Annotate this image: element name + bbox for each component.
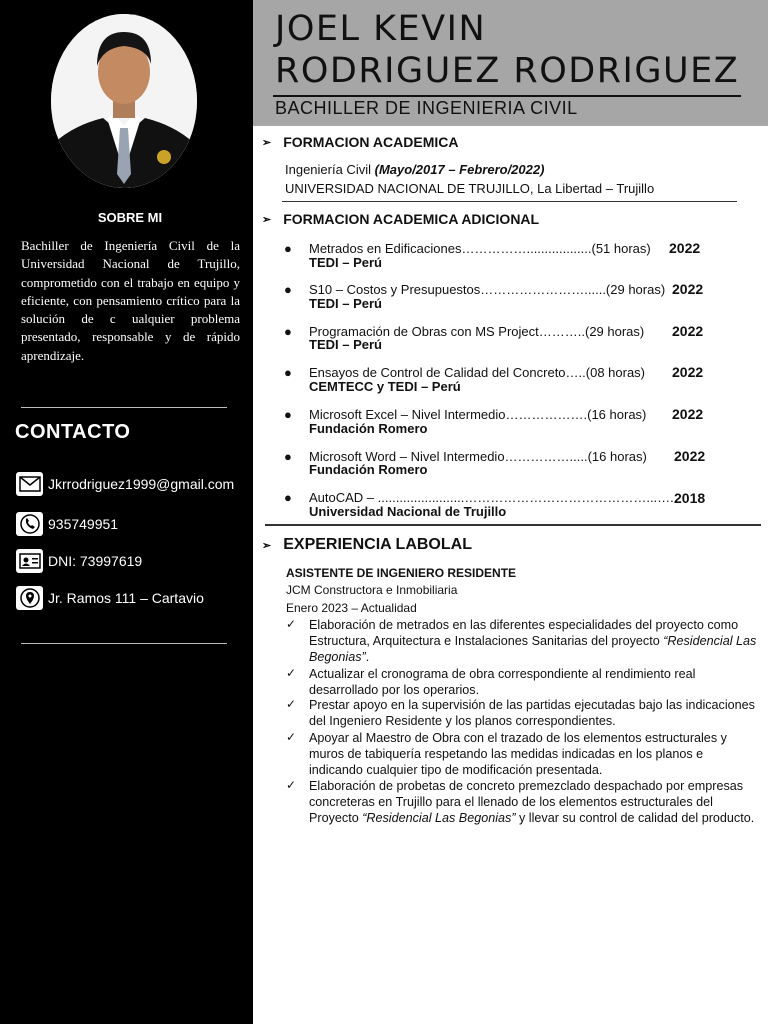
divider [21,407,227,408]
bullet-icon: ● [284,407,292,422]
sidebar [0,0,253,1024]
name-line-2: RODRIGUEZ RODRIGUEZ [275,51,740,91]
responsibility-item: Prestar apoyo en la supervisión de las partidas ejecutadas bajo las indicaciones del Ingeniero Residente y los planos correspondientes. [309,698,755,728]
course-name: S10 – Costos y Presupuestos……………………......(29 horas) [309,282,666,297]
divider [282,201,737,202]
id-card-icon [16,549,43,573]
location-icon [16,586,43,610]
responsibility-item: Actualizar el cronograma de obra correspondiente al rendimiento real desarrollado por los operarios. [309,667,696,697]
bullet-icon: ● [284,365,292,380]
bullet-icon: ● [284,241,292,256]
contact-phone[interactable] [16,512,118,536]
bullet-icon: ● [284,449,292,464]
degree-period: (Mayo/2017 – Febrero/2022) [374,162,545,177]
arrow-icon: ➢ [262,136,272,149]
experience-title [262,536,472,554]
divider [21,643,227,644]
check-icon: ✓ [286,778,297,792]
course-year: 2022 [674,448,706,464]
profile-photo [51,14,197,188]
job-title: BACHILLER DE INGENIERIA CIVIL [275,98,578,118]
experience-title-text: EXPERIENCIA LABOLAL [283,536,472,553]
phone-icon [16,512,43,536]
contact-address [16,586,204,610]
course-name: Microsoft Excel – Nivel Intermedio……………….(16 horas) [309,407,647,422]
contact-address-text: Jr. Ramos 111 – Cartavio [48,590,204,606]
contact-dni-text: DNI: 73997619 [48,553,143,569]
additional-title-text: FORMACION ACADEMICA ADICIONAL [283,211,540,227]
responsibility-item: Apoyar al Maestro de Obra con el trazado de los elementos estructurales y muros de tabiquería respetando las medidas indicadas en los planos e indicando cualquier tipo de modificación presentada. [309,731,727,777]
course-name: Programación de Obras con MS Project………..(29 horas) [309,324,645,339]
job-role: ASISTENTE DE INGENIERO RESIDENTE [286,566,517,580]
degree-text: Ingeniería Civil [285,162,371,177]
check-icon: ✓ [286,617,297,631]
education-title-text: FORMACION ACADEMICA [283,134,459,150]
course-year: 2022 [672,406,704,422]
course-year: 2022 [672,323,704,339]
bullet-icon: ● [284,324,292,339]
header [253,0,768,126]
contact-email-text: Jkrrodriguez1999@gmail.com [48,476,235,492]
project-name: “Residencial Las Begonias” [362,811,516,825]
responsibility-text: . [365,650,370,664]
course-institution: TEDI – Perú [309,337,382,352]
contact-email[interactable] [16,472,234,496]
course-year: 2022 [672,364,704,380]
responsibility-text: Elaboración de probetas de concreto premezclado despachado por empresas concreteras en Trujillo para el llenado de los elementos estructurales del Proyecto [309,779,744,825]
course-institution: Fundación Romero [309,421,428,436]
check-icon: ✓ [286,730,297,744]
course-name: Microsoft Word – Nivel Intermedio…………….....(16 horas) [309,449,647,464]
responsibility-item [309,617,759,665]
contact-title: CONTACTO [15,421,131,443]
contact-phone-text: 935749951 [48,516,119,532]
course-name: Ensayos de Control de Calidad del Concreto…..(08 horas) [309,365,646,380]
job-period: Enero 2023 – Actualidad [286,601,417,615]
education-title [262,134,458,150]
course-institution: TEDI – Perú [309,296,382,311]
contact-dni [16,549,142,573]
bullet-icon: ● [284,282,292,297]
check-icon: ✓ [286,697,297,711]
arrow-icon: ➢ [262,539,272,552]
about-text: Bachiller de Ingeniería Civil de la Universidad Nacional de Trujillo, comprometido con el trabajo en equipo y eficiente, con pensamiento crítico para la solución de c ualquier problema presentado, responsable y de rápido aprendizaje. [21,238,240,363]
name-line-1: JOEL KEVIN [275,9,487,49]
course-institution: Fundación Romero [309,462,428,477]
header-rule [273,95,741,97]
about-title: SOBRE MI [97,210,163,225]
email-icon [16,472,43,496]
course-institution: Universidad Nacional de Trujillo [309,504,507,519]
company-name: JCM Constructora e Inmobiliaria [286,583,458,597]
course-year: 2022 [672,281,704,297]
course-year: 2018 [674,490,706,506]
divider [265,524,761,526]
course-year: 2022 [669,240,701,256]
course-name: AutoCAD – ........................……………………………………...….. [309,490,678,505]
responsibility-item [309,778,759,826]
course-institution: TEDI – Perú [309,255,382,270]
education-degree [285,162,544,178]
check-icon: ✓ [286,666,297,680]
arrow-icon: ➢ [262,213,272,226]
candidate-name [275,8,739,92]
course-name: Metrados en Edificaciones……………..................(51 horas) [309,241,651,256]
project-name: “Residencial Las Begonias” [309,634,757,664]
bullet-icon: ● [284,490,292,505]
additional-title [262,211,539,227]
course-institution: CEMTECC y TEDI – Perú [309,379,461,394]
responsibility-text: Elaboración de metrados en las diferentes especialidades del proyecto como Estructura, Arquitectura e Instalaciones Sanitarias del proyecto [309,618,739,648]
responsibility-text: y llevar su control de calidad del producto. [515,811,755,825]
education-institution: UNIVERSIDAD NACIONAL DE TRUJILLO, La Libertad – Trujillo [285,181,655,196]
